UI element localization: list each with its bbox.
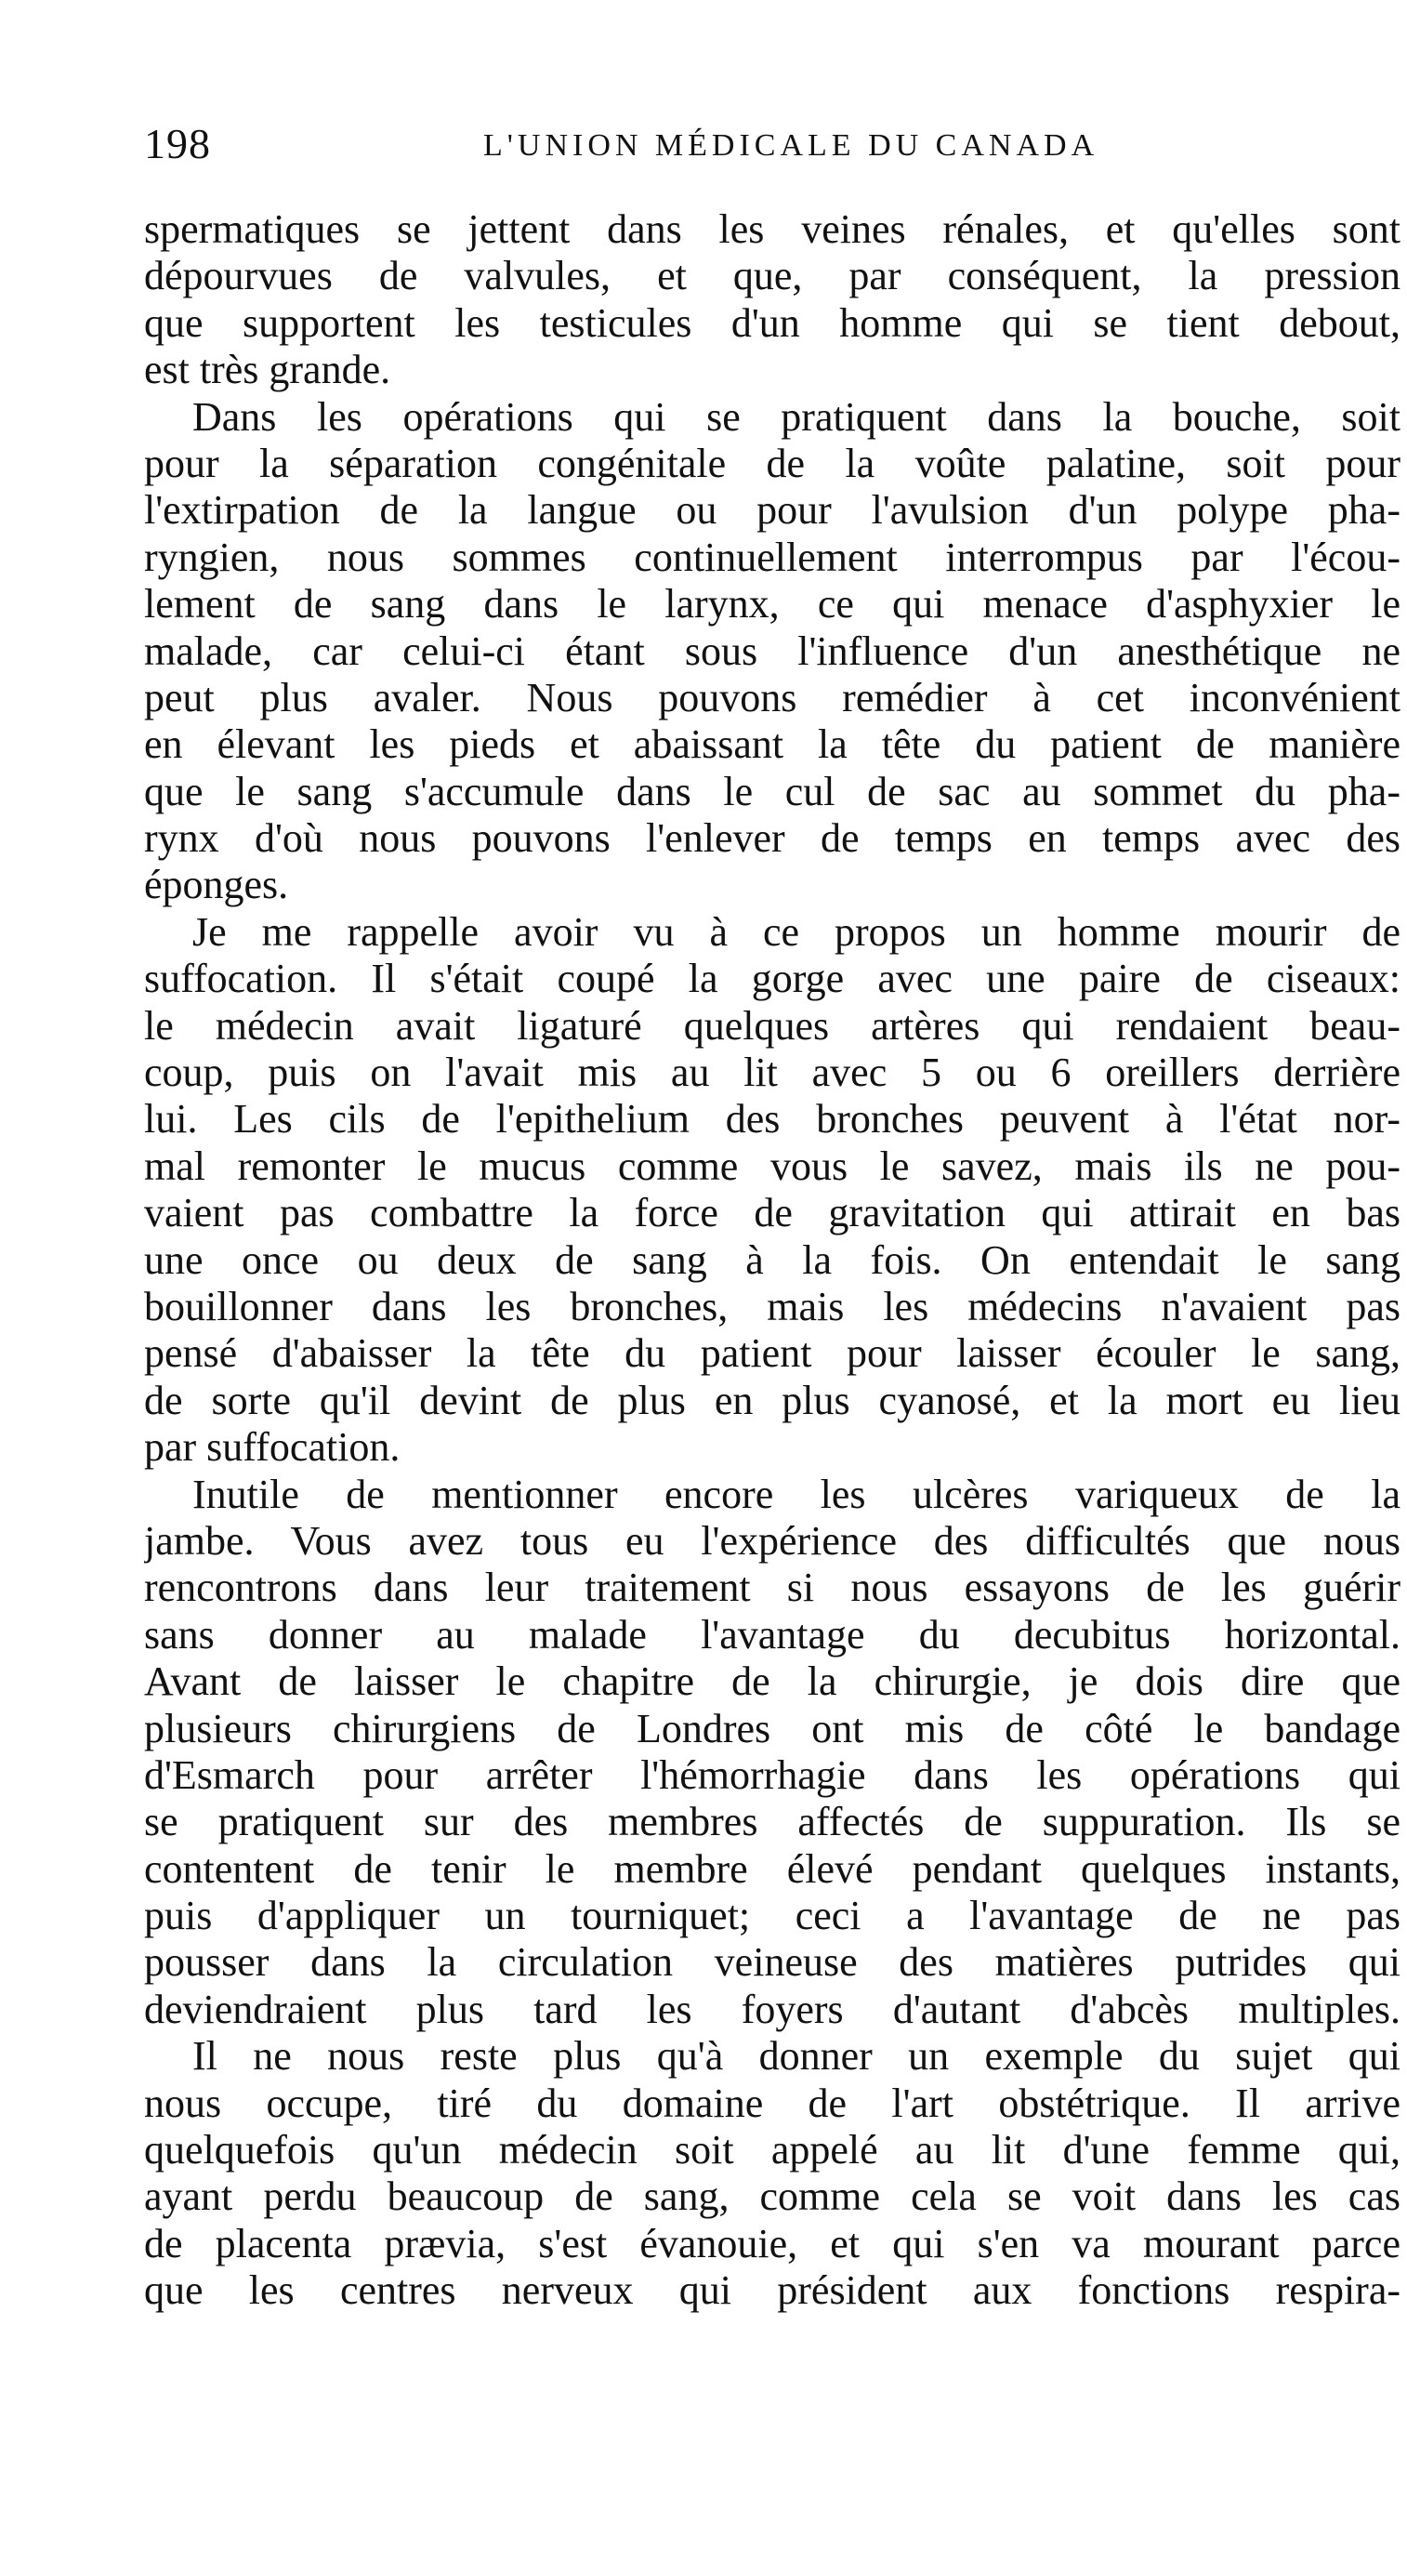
text-line: ryngien, nous sommes continuellement interrompus par l'écou- [144,534,1400,580]
body-text [144,206,1400,2315]
text-line: que supportent les testicules d'un homme qui se tient debout, [144,299,1400,346]
text-line: puis d'appliquer un tourniquet; ceci a l'avantage de ne pas [144,1893,1400,1939]
text-line: Dans les opérations qui se pratiquent dans la bouche, soit [192,393,1400,440]
text-line: le médecin avait ligaturé quelques artères qui rendaient beau- [144,1002,1400,1049]
text-line: coup, puis on l'avait mis au lit avec 5 ou 6 oreillers derrière [144,1050,1400,1096]
text-line: éponges. [144,862,289,908]
text-line: pousser dans la circulation veineuse des matières putrides qui [144,1939,1400,1986]
page-number: 198 [144,120,211,167]
text-line: rencontrons dans leur traitement si nous essayons de les guérir [144,1565,1400,1611]
text-line: Je me rappelle avoir vu à ce propos un homme mourir de [192,908,1400,955]
text-line: Avant de laisser le chapitre de la chirurgie, je dois dire que [144,1658,1400,1705]
text-line: Inutile de mentionner encore les ulcères variqueux de la [192,1471,1400,1517]
text-line: deviendraient plus tard les foyers d'autant d'abcès multiples. [144,1986,1400,2032]
text-line: nous occupe, tiré du domaine de l'art obstétrique. Il arrive [144,2080,1400,2126]
text-line: par suffocation. [144,1424,401,1471]
text-line: peut plus avaler. Nous pouvons remédier à cet inconvénient [144,674,1400,720]
running-header [139,119,1403,175]
text-line: une once ou deux de sang à la fois. On entendait le sang [144,1236,1400,1283]
text-line: d'Esmarch pour arrêter l'hémorrhagie dans les opérations qui [144,1751,1400,1798]
text-line: en élevant les pieds et abaissant la tête du patient de manière [144,721,1400,768]
text-line: Il ne nous reste plus qu'à donner un exemple du sujet qui [192,2033,1400,2080]
text-line: pensé d'abaisser la tête du patient pour laisser écouler le sang, [144,1330,1400,1377]
text-line: que les centres nerveux qui président aux fonctions respira- [144,2267,1400,2314]
text-line: vaient pas combattre la force de gravitation qui attirait en bas [144,1190,1400,1236]
text-line: bouillonner dans les bronches, mais les médecins n'avaient pas [144,1283,1400,1329]
text-line: est très grande. [144,347,391,393]
text-line: quelquefois qu'un médecin soit appelé au lit d'une femme qui, [144,2127,1400,2173]
text-line: malade, car celui-ci étant sous l'influence d'un anesthétique ne [144,627,1400,674]
text-line: que le sang s'accumule dans le cul de sac au sommet du pha- [144,768,1400,814]
text-line: sans donner au malade l'avantage du decubitus horizontal. [144,1611,1400,1658]
text-line: ayant perdu beaucoup de sang, comme cela se voit dans les cas [144,2173,1400,2220]
text-line: pour la séparation congénitale de la voûte palatine, soit pour [144,440,1400,486]
text-line: de sorte qu'il devint de plus en plus cyanosé, et la mort eu lieu [144,1377,1400,1423]
text-line: lement de sang dans le larynx, ce qui menace d'asphyxier le [144,581,1400,627]
text-line: mal remonter le mucus comme vous le savez, mais ils ne pou- [144,1143,1400,1189]
text-line: lui. Les cils de l'epithelium des bronches peuvent à l'état nor- [144,1096,1400,1143]
text-line: de placenta prævia, s'est évanouie, et qui s'en va mourant parce [144,2220,1400,2266]
text-line: l'extirpation de la langue ou pour l'avulsion d'un polype pha- [144,487,1400,534]
text-line: se pratiquent sur des membres affectés de suppuration. Ils se [144,1799,1400,1845]
text-line: plusieurs chirurgiens de Londres ont mis de côté le bandage [144,1705,1400,1751]
text-line: dépourvues de valvules, et que, par conséquent, la pression [144,253,1400,299]
text-line: rynx d'où nous pouvons l'enlever de temps en temps avec des [144,815,1400,862]
text-line: contentent de tenir le membre élevé pendant quelques instants, [144,1845,1400,1892]
text-line: jambe. Vous avez tous eu l'expérience des difficultés que nous [144,1517,1400,1564]
text-line: spermatiques se jettent dans les veines rénales, et qu'elles sont [144,206,1400,252]
running-title: L'UNION MÉDICALE DU CANADA [483,128,1099,163]
text-line: suffocation. Il s'était coupé la gorge avec une paire de ciseaux: [144,956,1400,1002]
